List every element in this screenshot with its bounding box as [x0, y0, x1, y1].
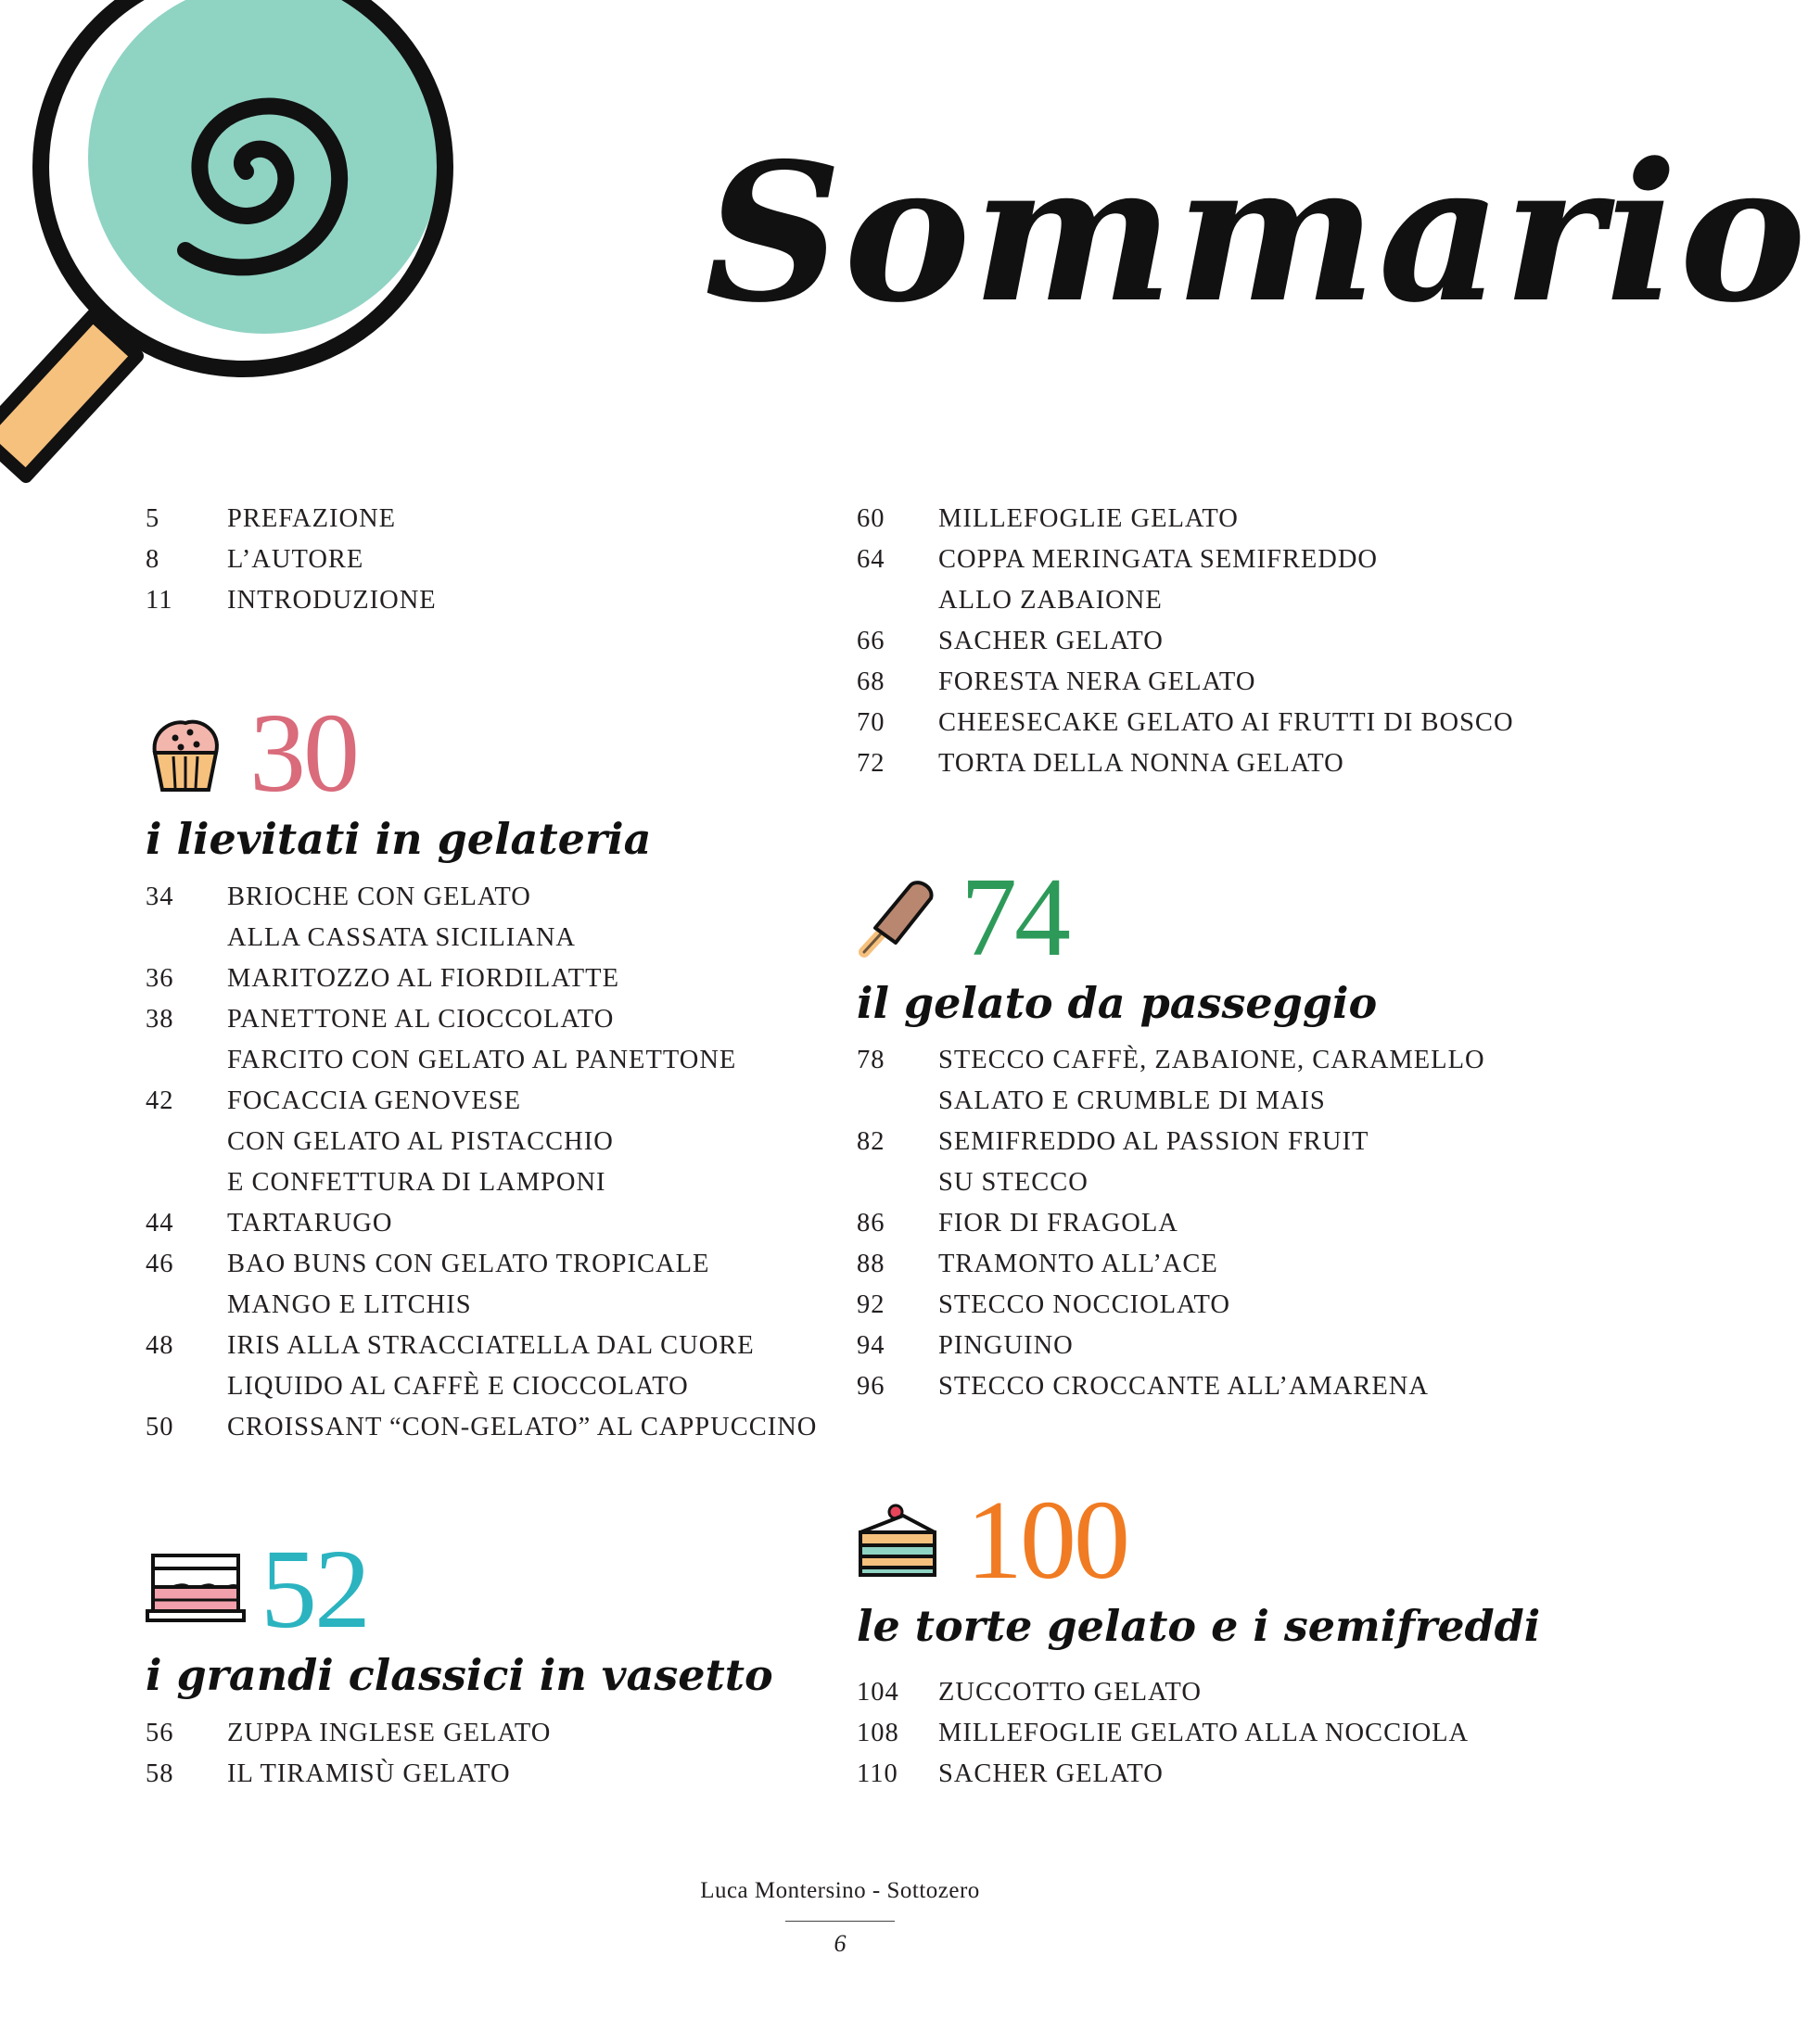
section-100-number: 100 — [966, 1478, 1127, 1603]
toc-page-number: 38 — [146, 1005, 174, 1034]
toc-entry-title: L’AUTORE — [227, 545, 364, 574]
page-number: 6 — [834, 1930, 847, 1957]
toc-entry-title: FOCACCIA GENOVESE — [227, 1086, 522, 1115]
section-30-header — [146, 691, 795, 864]
toc-page-number: 34 — [146, 882, 174, 911]
footer-divider — [785, 1921, 895, 1922]
toc-page-number: 48 — [146, 1331, 174, 1360]
toc-entry-title: FARCITO CON GELATO AL PANETTONE — [227, 1046, 737, 1074]
toc-entry-title: CHEESECAKE GELATO AI FRUTTI DI BOSCO — [938, 708, 1514, 737]
toc-entry-title: IRIS ALLA STRACCIATELLA DAL CUORE — [227, 1331, 755, 1360]
toc-entry-title: STECCO CROCCANTE ALL’AMARENA — [938, 1372, 1429, 1401]
toc-entry-title: FIOR DI FRAGOLA — [938, 1209, 1178, 1238]
muffin-icon — [146, 714, 225, 793]
toc-page-number: 94 — [857, 1331, 885, 1360]
toc-page-number: 8 — [146, 545, 160, 574]
section-30-number: 30 — [249, 691, 357, 816]
toc-page-number: 68 — [857, 667, 885, 696]
cake-slice-icon — [857, 1501, 940, 1579]
ice-pop-icon — [857, 878, 936, 958]
section-52-header — [146, 1527, 795, 1700]
toc-page-number: 88 — [857, 1250, 885, 1278]
toc-page-number: 58 — [146, 1759, 174, 1788]
toc-entry-title: MANGO E LITCHIS — [227, 1290, 472, 1319]
toc-entry-title: ALLO ZABAIONE — [938, 586, 1163, 615]
toc-entry-title: BAO BUNS CON GELATO TROPICALE — [227, 1250, 710, 1278]
toc-entry-title: PINGUINO — [938, 1331, 1074, 1360]
toc-entry-title: CON GELATO AL PISTACCHIO — [227, 1127, 614, 1156]
toc-entry-title: TRAMONTO ALL’ACE — [938, 1250, 1218, 1278]
toc-entry-title: IL TIRAMISÙ GELATO — [227, 1759, 511, 1788]
lollipop-illustration — [0, 0, 501, 473]
toc-entry-title: ALLA CASSATA SICILIANA — [227, 923, 576, 952]
toc-page-number: 104 — [857, 1678, 899, 1707]
section-74-number: 74 — [961, 855, 1068, 980]
toc-page-number: 46 — [146, 1250, 174, 1278]
toc-entry-title: STECCO NOCCIOLATO — [938, 1290, 1230, 1319]
toc-page-number: 50 — [146, 1413, 174, 1441]
toc-entry-title: MILLEFOGLIE GELATO — [938, 504, 1239, 533]
footer-author: Luca Montersino - Sottozero — [700, 1878, 980, 1903]
toc-page-number: 70 — [857, 708, 885, 737]
toc-page-number: 72 — [857, 749, 885, 778]
toc-entry-title: MARITOZZO AL FIORDILATTE — [227, 964, 619, 993]
toc-entry-title: SALATO E CRUMBLE DI MAIS — [938, 1086, 1326, 1115]
toc-page-number: 82 — [857, 1127, 885, 1156]
toc-page-number: 78 — [857, 1046, 885, 1074]
section-100-header — [857, 1478, 1561, 1651]
toc-page-number: 36 — [146, 964, 174, 993]
toc-entry-title: COPPA MERINGATA SEMIFREDDO — [938, 545, 1379, 574]
toc-entry-title: TARTARUGO — [227, 1209, 393, 1238]
section-52-number: 52 — [261, 1527, 368, 1652]
toc-entry-title: MILLEFOGLIE GELATO ALLA NOCCIOLA — [938, 1719, 1470, 1747]
toc-page-number: 110 — [857, 1759, 898, 1788]
toc-page-number: 5 — [146, 504, 160, 533]
toc-entry-title: SACHER GELATO — [938, 627, 1164, 655]
toc-page-number: 44 — [146, 1209, 174, 1238]
toc-entry-title: E CONFETTURA DI LAMPONI — [227, 1168, 606, 1197]
toc-entry-title: FORESTA NERA GELATO — [938, 667, 1256, 696]
toc-page-number: 42 — [146, 1086, 174, 1115]
toc-page-number: 60 — [857, 504, 885, 533]
toc-entry-title: ZUPPA INGLESE GELATO — [227, 1719, 552, 1747]
toc-page-number: 92 — [857, 1290, 885, 1319]
toc-page-number: 108 — [857, 1719, 899, 1747]
toc-entry-title: SEMIFREDDO AL PASSION FRUIT — [938, 1127, 1369, 1156]
section-74-header — [857, 855, 1506, 1028]
toc-entry-title: CROISSANT “CON-GELATO” AL CAPPUCCINO — [227, 1413, 818, 1441]
toc-entry-title: PANETTONE AL CIOCCOLATO — [227, 1005, 615, 1034]
toc-entry-title: LIQUIDO AL CAFFÈ E CIOCCOLATO — [227, 1372, 689, 1401]
toc-page-number: 96 — [857, 1372, 885, 1401]
toc-page-number: 66 — [857, 627, 885, 655]
toc-page-number: 64 — [857, 545, 885, 574]
toc-page-number: 11 — [146, 586, 173, 615]
section-74-title: il gelato da passeggio — [857, 978, 1378, 1028]
cake-jar-icon — [146, 1550, 246, 1624]
section-30-title: i lievitati in gelateria — [146, 814, 652, 864]
toc-entry-title: SU STECCO — [938, 1168, 1089, 1197]
toc-page-number: 56 — [146, 1719, 174, 1747]
section-52-title: i grandi classici in vasetto — [146, 1650, 773, 1700]
page-title: Sommario — [705, 122, 1808, 345]
toc-entry-title: ZUCCOTTO GELATO — [938, 1678, 1202, 1707]
toc-entry-title: TORTA DELLA NONNA GELATO — [938, 749, 1344, 778]
section-100-title: le torte gelato e i semifreddi — [857, 1601, 1541, 1651]
toc-entry-title: SACHER GELATO — [938, 1759, 1164, 1788]
toc-page-number: 86 — [857, 1209, 885, 1238]
toc-entry-title: BRIOCHE CON GELATO — [227, 882, 531, 911]
toc-entry-title: STECCO CAFFÈ, ZABAIONE, CARAMELLO — [938, 1046, 1485, 1074]
toc-entry-title: INTRODUZIONE — [227, 586, 437, 615]
toc-entry-title: PREFAZIONE — [227, 504, 397, 533]
